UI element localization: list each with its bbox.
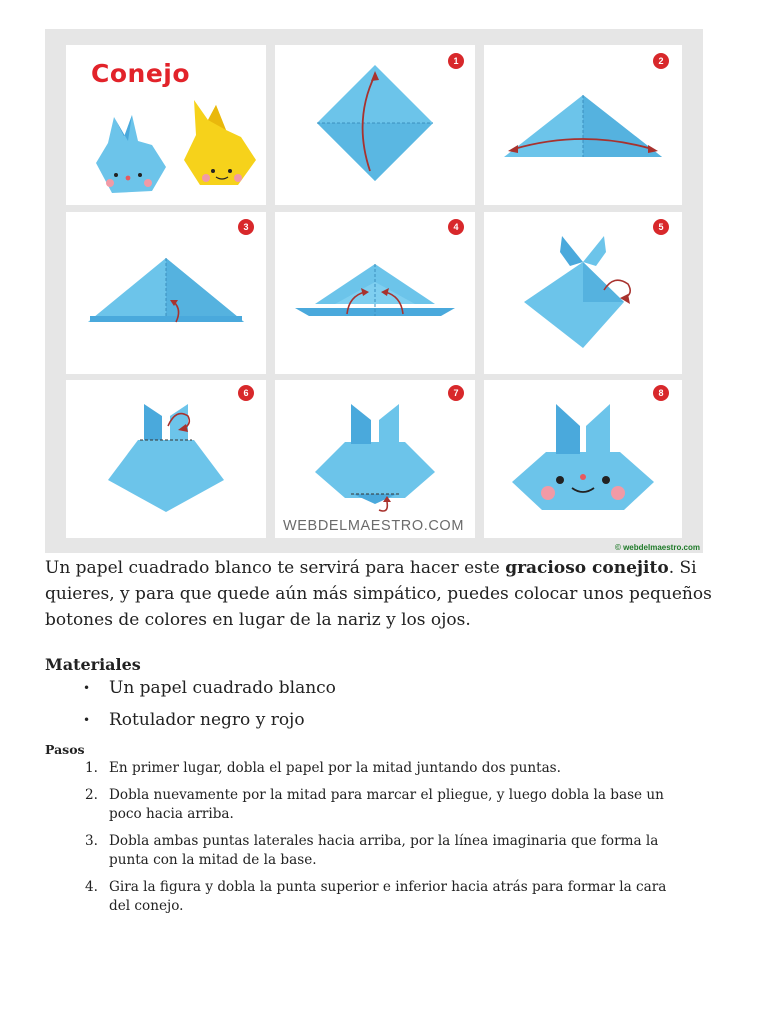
material-text: Un papel cuadrado blanco: [109, 678, 336, 698]
step-text: Gira la figura y dobla la punta superior e inferior hacia atrás para formar la cara del conejo.: [109, 879, 667, 914]
step-3-panel: [66, 212, 266, 374]
step-number-badge: 7: [448, 385, 464, 401]
step-number: 4.: [85, 879, 98, 895]
step-1-panel: [275, 45, 475, 205]
materials-heading: Materiales: [45, 655, 141, 674]
steps-list: [86, 759, 676, 924]
step-number-badge: 6: [238, 385, 254, 401]
intro-text-start: Un papel cuadrado blanco te servirá para hacer este: [45, 558, 506, 578]
step-text: Dobla ambas puntas laterales hacia arriba, por la línea imaginaria que forma la punta con la mitad de la base.: [109, 833, 659, 868]
step-7-diagram: [275, 380, 475, 538]
step-7-panel: [275, 380, 475, 538]
watermark: WEBDELMAESTRO.COM: [283, 518, 464, 534]
step-6-panel: [66, 380, 266, 538]
step-number-badge: 8: [653, 385, 669, 401]
list-item: [86, 878, 676, 916]
list-item: [86, 759, 676, 778]
step-number-badge: 4: [448, 219, 464, 235]
source-credit: © webdelmaestro.com: [614, 543, 700, 552]
step-text: Dobla nuevamente por la mitad para marcar el pliegue, y luego dobla la base un poco hacia arriba.: [109, 787, 664, 822]
step-5-panel: [484, 212, 682, 374]
step-number-badge: 1: [448, 53, 464, 69]
intro-emphasis: gracioso conejito: [505, 558, 669, 578]
step-number: 3.: [85, 833, 98, 849]
list-item: [86, 786, 676, 824]
step-number-badge: 2: [653, 53, 669, 69]
step-6-diagram: [66, 380, 266, 538]
list-item: [86, 832, 676, 870]
step-2-panel: [484, 45, 682, 205]
step-5-diagram: [484, 212, 682, 374]
intro-paragraph: [45, 555, 725, 633]
step-1-diagram: [275, 45, 475, 205]
step-8-panel: [484, 380, 682, 538]
step-8-diagram: [484, 380, 682, 538]
figure-title: Conejo: [91, 59, 191, 88]
origami-instructions-figure: [45, 29, 703, 553]
step-text: En primer lugar, dobla el papel por la mitad juntando dos puntas.: [109, 760, 561, 776]
step-2-diagram: [484, 45, 682, 205]
step-number: 2.: [85, 787, 98, 803]
material-text: Rotulador negro y rojo: [109, 710, 305, 730]
step-number-badge: 3: [238, 219, 254, 235]
intro-text-end: . Si quieres, y para que quede aún más simpático, puedes colocar unos pequeños botones de colores en lugar de la nariz y los ojos.: [45, 558, 712, 630]
step-number-badge: 5: [653, 219, 669, 235]
step-4-diagram: [275, 212, 475, 374]
step-number: 1.: [85, 760, 98, 776]
step-4-panel: [275, 212, 475, 374]
steps-heading: Pasos: [45, 742, 85, 757]
step-3-diagram: [66, 212, 266, 374]
